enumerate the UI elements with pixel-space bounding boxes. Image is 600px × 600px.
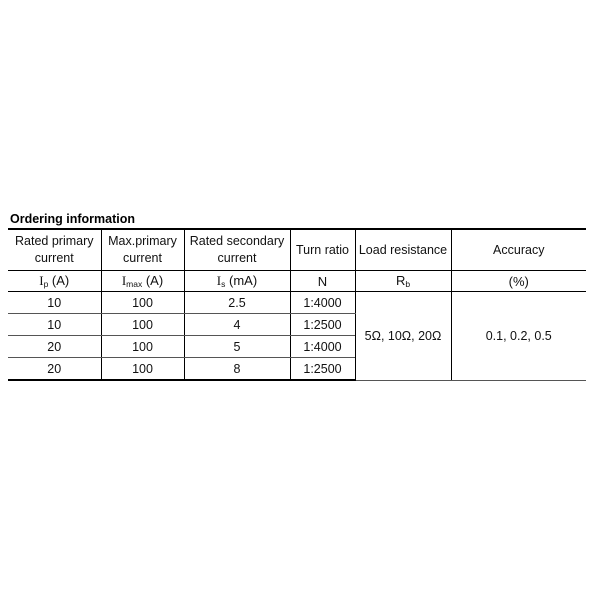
cell-n: 1:4000 — [290, 336, 355, 358]
unit-is: $I_s$ (mA) — [184, 271, 290, 292]
header-rated-secondary-current: Rated secondary current — [184, 229, 290, 271]
unit-rb: $R_b$ — [355, 271, 451, 292]
cell-ip: 10 — [8, 292, 101, 314]
unit-ip: $I_p$ (A) — [8, 271, 101, 292]
cell-imax: 100 — [101, 336, 184, 358]
header-turn-ratio: Turn ratio — [290, 229, 355, 271]
header-rated-primary-current: Rated primary current — [8, 229, 101, 271]
cell-imax: 100 — [101, 358, 184, 381]
unit-imax: $I_{max}$ (A) — [101, 271, 184, 292]
cell-ip: 20 — [8, 336, 101, 358]
ordering-info-section — [8, 211, 586, 381]
cell-ip: 10 — [8, 314, 101, 336]
header-accuracy: Accuracy — [451, 229, 586, 271]
unit-n: N — [290, 271, 355, 292]
cell-n: 1:4000 — [290, 292, 355, 314]
ordering-table — [8, 228, 586, 381]
header-load-resistance: Load resistance — [355, 229, 451, 271]
cell-is: 8 — [184, 358, 290, 381]
cell-ip: 20 — [8, 358, 101, 381]
cell-imax: 100 — [101, 314, 184, 336]
cell-is: 2.5 — [184, 292, 290, 314]
cell-is: 5 — [184, 336, 290, 358]
section-title: Ordering information — [10, 212, 135, 226]
cell-is: 4 — [184, 314, 290, 336]
table-row — [8, 292, 586, 314]
units-row — [8, 271, 586, 292]
cell-imax: 100 — [101, 292, 184, 314]
cell-n: 1:2500 — [290, 358, 355, 381]
unit-accuracy: (%) — [451, 271, 586, 292]
header-max-primary-current: Max.primary current — [101, 229, 184, 271]
cell-accuracy: 0.1, 0.2, 0.5 — [451, 292, 586, 381]
header-row — [8, 229, 586, 271]
cell-load-resistance: 5Ω, 10Ω, 20Ω — [355, 292, 451, 381]
cell-n: 1:2500 — [290, 314, 355, 336]
